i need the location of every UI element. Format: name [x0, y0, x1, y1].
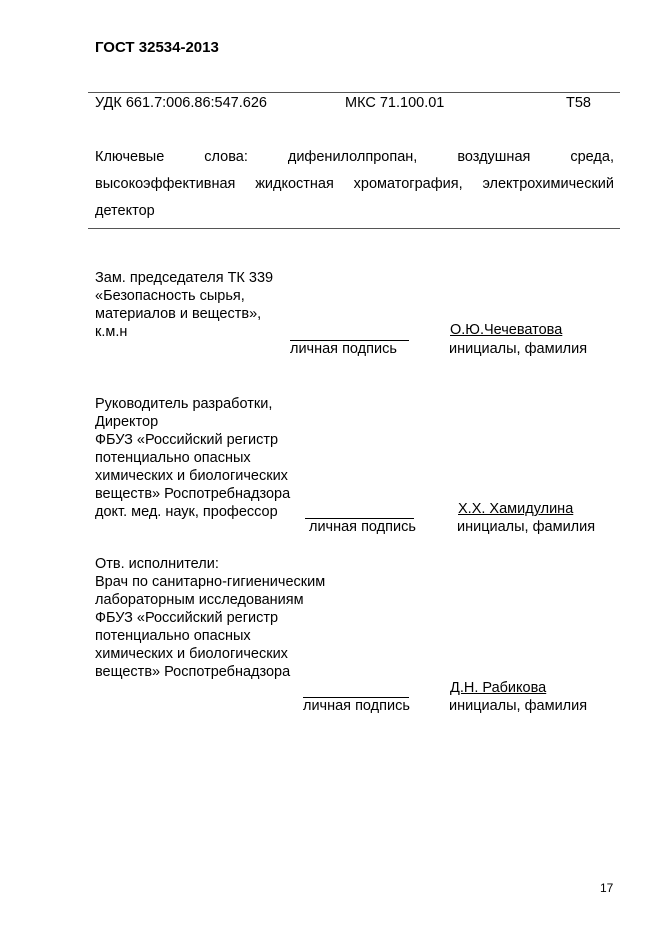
signatory-2-position — [95, 395, 290, 521]
signatory-1-line: Зам. председателя ТК 339 — [95, 270, 274, 286]
signatory-2-line: Руководитель разработки, — [95, 396, 273, 412]
keywords-divider — [88, 228, 620, 229]
signatory-3-name: Д.Н. Рабикова — [450, 680, 547, 696]
signatory-3-line: ФБУЗ «Российский регистр — [95, 610, 279, 626]
signatory-2-line: химических и биологических — [95, 468, 288, 484]
signatory-3-line: Отв. исполнители: — [95, 556, 219, 572]
category-code: Т58 — [566, 95, 591, 111]
keywords-paragraph: Ключевые слова: дифенилолпропан, воздушная среда, высокоэффективная жидкостная хроматография, электрохимический детектор — [95, 149, 614, 219]
signatory-2-line: Директор — [95, 414, 159, 430]
signatory-1-line: «Безопасность сырья, — [95, 288, 245, 304]
name-caption-1: инициалы, фамилия — [449, 341, 588, 357]
signatory-2-line: потенциально опасных — [95, 450, 251, 466]
udk-code: УДК 661.7:006.86:547.626 — [95, 95, 267, 111]
name-caption-3: инициалы, фамилия — [449, 698, 588, 714]
signatory-3-line: лабораторным исследованиям — [95, 592, 304, 608]
signatory-1-line: материалов и веществ», — [95, 306, 262, 322]
signatory-1-line: к.м.н — [95, 324, 128, 340]
mks-code: МКС 71.100.01 — [345, 95, 445, 111]
signatory-3-position — [95, 555, 325, 681]
name-caption-2: инициалы, фамилия — [457, 519, 596, 535]
signatory-1-name: О.Ю.Чечеватова — [450, 322, 563, 338]
signature-caption-1: личная подпись — [290, 341, 397, 357]
signatory-2-name: Х.Х. Хамидулина — [458, 501, 574, 517]
document-header-title: ГОСТ 32534-2013 — [95, 39, 219, 56]
signatory-3-line: потенциально опасных — [95, 628, 251, 644]
signatory-3-line: веществ» Роспотребнадзора — [95, 664, 291, 680]
page-number: 17 — [600, 881, 614, 895]
signatory-3-line: Врач по санитарно-гигиеническим — [95, 574, 326, 590]
signature-caption-3: личная подпись — [303, 698, 410, 714]
signature-caption-2: личная подпись — [309, 519, 416, 535]
signatory-2-line: веществ» Роспотребнадзора — [95, 486, 291, 502]
top-divider — [88, 92, 620, 93]
signatory-2-line: докт. мед. наук, профессор — [95, 504, 278, 520]
signatory-3-line: химических и биологических — [95, 646, 288, 662]
signatory-1-position — [95, 269, 273, 341]
signatory-2-line: ФБУЗ «Российский регистр — [95, 432, 279, 448]
